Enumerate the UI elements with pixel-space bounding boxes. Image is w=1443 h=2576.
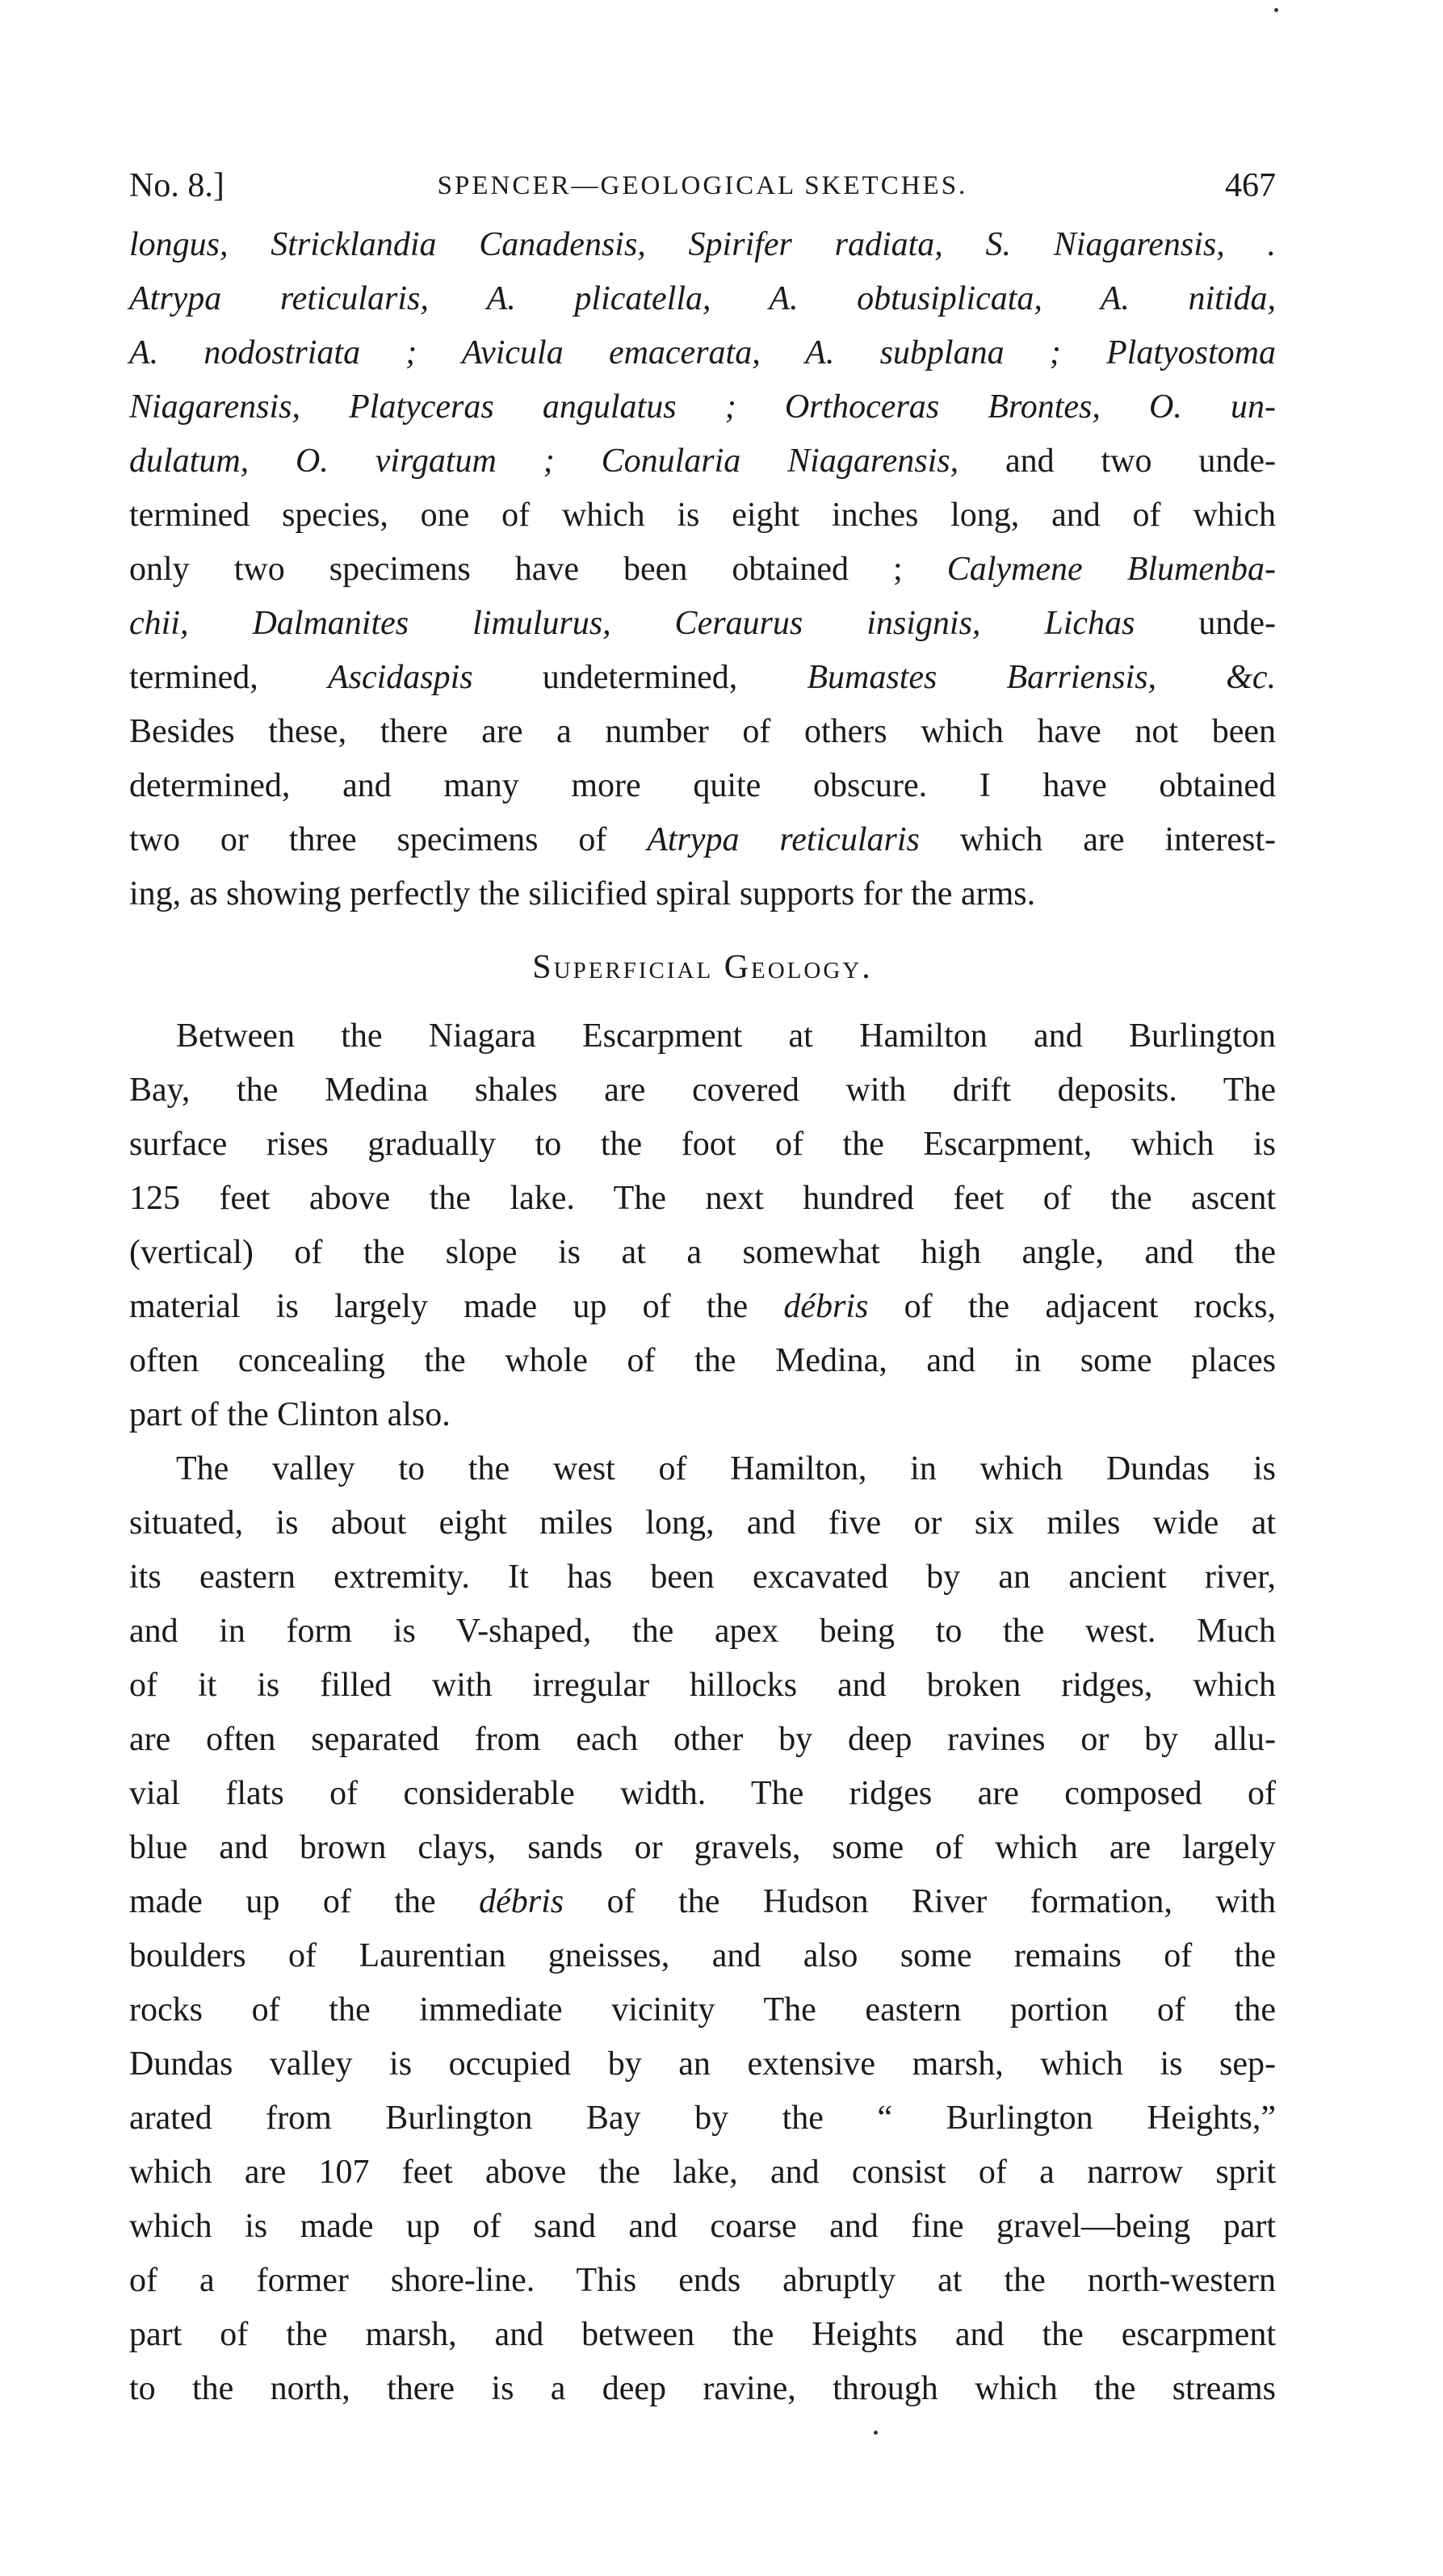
text-run: which are interest- xyxy=(919,821,1276,858)
text-run: ing, as showing perfectly the silicified spiral supports for the arms. xyxy=(129,875,1036,913)
text-run: often concealing the whole of the Medina, and in some places xyxy=(129,1342,1276,1379)
text-run: unde- xyxy=(1135,605,1277,642)
text-run: determined, and many more quite obscure. I have obtained xyxy=(129,767,1276,804)
paragraph-dundas-valley xyxy=(129,1442,1276,2416)
text-line xyxy=(129,380,1276,434)
running-header xyxy=(129,162,1276,218)
text-line xyxy=(129,1334,1276,1388)
text-run: its eastern extremity. It has been excavated by an ancient river, xyxy=(129,1559,1276,1596)
text-line xyxy=(129,1118,1276,1172)
text-run: part of the marsh, and between the Heights and the escarpment xyxy=(129,2316,1276,2353)
text-run: of it is filled with irregular hillocks and broken ridges, which xyxy=(129,1667,1276,1704)
text-line xyxy=(129,2200,1276,2254)
issue-number: No. 8.] xyxy=(129,167,224,204)
italic-text: Calymene Blumenba- xyxy=(946,551,1276,588)
page-number: 467 xyxy=(1225,167,1276,204)
text-line xyxy=(129,1929,1276,1983)
text-line xyxy=(129,2362,1276,2416)
text-line xyxy=(129,1064,1276,1118)
text-run: arated from Burlington Bay by the “ Burlington Heights,” xyxy=(129,2100,1276,2137)
section-heading: Superficial Geology. xyxy=(532,949,873,986)
text-line xyxy=(129,2308,1276,2362)
text-line xyxy=(129,1172,1276,1226)
text-line xyxy=(129,1605,1276,1659)
italic-text: Bumastes Barriensis, &c. xyxy=(807,659,1277,696)
paragraph-escarpment xyxy=(129,1009,1276,1442)
text-line xyxy=(129,218,1276,272)
text-run: of the Hudson River formation, with xyxy=(564,1883,1277,1920)
text-run: and in form is V-shaped, the apex being to the west. Much xyxy=(129,1613,1276,1650)
text-run: (vertical) of the slope is at a somewhat high angle, and the xyxy=(129,1234,1276,1271)
text-run: Bay, the Medina shales are covered with drift deposits. The xyxy=(129,1072,1276,1109)
document-page xyxy=(129,162,1276,2416)
text-line xyxy=(129,543,1276,597)
text-run: to the north, there is a deep ravine, through which the streams xyxy=(129,2370,1276,2407)
text-run: Between the Niagara Escarpment at Hamilton and Burlington xyxy=(176,1017,1276,1055)
text-run: are often separated from each other by deep ravines or by allu- xyxy=(129,1721,1276,1758)
text-run: rocks of the immediate vicinity The eastern portion of the xyxy=(129,1991,1276,2028)
paragraph-fossil-list xyxy=(129,218,1276,921)
italic-text: Atrypa reticularis xyxy=(647,821,920,858)
text-run: boulders of Laurentian gneisses, and also some remains of the xyxy=(129,1937,1276,1974)
text-line xyxy=(129,1442,1276,1496)
text-run: only two specimens have been obtained ; xyxy=(129,551,947,588)
text-run: part of the Clinton also. xyxy=(129,1396,451,1433)
text-line xyxy=(129,1388,1276,1442)
text-run: surface rises gradually to the foot of the Escarpment, which is xyxy=(129,1126,1276,1163)
italic-text: Ascidaspis xyxy=(327,659,473,696)
text-run: which are 107 feet above the lake, and consist of a narrow sprit xyxy=(129,2154,1276,2191)
italic-text: débris xyxy=(479,1883,564,1920)
text-line xyxy=(129,272,1276,326)
text-line xyxy=(129,326,1276,380)
text-line xyxy=(129,1767,1276,1821)
text-line xyxy=(129,1009,1276,1064)
text-line xyxy=(129,651,1276,705)
text-line xyxy=(129,1550,1276,1605)
text-run: made up of the xyxy=(129,1883,480,1920)
text-run: of the adjacent rocks, xyxy=(868,1288,1276,1325)
italic-text: Atrypa reticularis, A. plicatella, A. obtusiplicata, A. nitida, xyxy=(129,280,1276,317)
paper-speck xyxy=(874,2431,878,2435)
text-run: and two unde- xyxy=(959,443,1276,480)
text-line xyxy=(129,1659,1276,1713)
text-line xyxy=(129,1280,1276,1334)
text-line xyxy=(129,1226,1276,1280)
text-run: of a former shore-line. This ends abruptly at the north-western xyxy=(129,2262,1276,2299)
text-run: material is largely made up of the xyxy=(129,1288,784,1325)
text-line xyxy=(129,597,1276,651)
paper-speck xyxy=(1274,8,1278,12)
italic-text: longus, Strickland xyxy=(129,226,410,263)
text-run: termined, xyxy=(129,659,328,696)
text-line xyxy=(129,1496,1276,1550)
text-line xyxy=(129,705,1276,759)
text-line xyxy=(129,2037,1276,2091)
italic-text: Niagarensis, Platyceras angulatus ; Orthoceras Brontes, O. un- xyxy=(129,388,1276,426)
italic-text: dulatum, O. virgatum ; Conularia Niagarensis, xyxy=(129,443,959,480)
text-line xyxy=(129,759,1276,813)
text-run: 125 feet above the lake. The next hundred feet of the ascent xyxy=(129,1180,1276,1217)
text-line xyxy=(129,489,1276,543)
text-line xyxy=(129,813,1276,867)
italic-text: ia Canadensis, Spirifer radiata, S. Niagarensis, . xyxy=(409,226,1276,263)
italic-text: chii, Dalmanites limulurus, Ceraurus insignis, Lichas xyxy=(129,605,1135,642)
text-line xyxy=(129,2254,1276,2308)
italic-text: débris xyxy=(783,1288,869,1325)
text-line xyxy=(129,867,1276,921)
text-run: situated, is about eight miles long, and five or six miles wide at xyxy=(129,1504,1276,1542)
text-run: Dundas valley is occupied by an extensive marsh, which is sep- xyxy=(129,2045,1276,2083)
text-run: Besides these, there are a number of others which have not been xyxy=(129,713,1276,750)
text-run: vial flats of considerable width. The ridges are composed of xyxy=(129,1775,1276,1812)
running-title: SPENCER—GEOLOGICAL SKETCHES. xyxy=(437,171,968,200)
text-line xyxy=(129,1821,1276,1875)
text-line xyxy=(129,1713,1276,1767)
text-run: undetermined, xyxy=(472,659,807,696)
text-line xyxy=(129,1875,1276,1929)
text-line xyxy=(129,1983,1276,2037)
text-run: termined species, one of which is eight inches long, and of which xyxy=(129,497,1276,534)
text-line xyxy=(129,2091,1276,2146)
text-line xyxy=(129,2146,1276,2200)
text-run: The valley to the west of Hamilton, in which Dundas is xyxy=(176,1450,1276,1487)
text-line xyxy=(129,434,1276,489)
text-run: two or three specimens of xyxy=(129,821,648,858)
text-run: which is made up of sand and coarse and fine gravel—being part xyxy=(129,2208,1276,2245)
italic-text: A. nodostriata ; Avicula emacerata, A. subplana ; Platyostoma xyxy=(129,334,1276,371)
text-run: blue and brown clays, sands or gravels, some of which are largely xyxy=(129,1829,1276,1866)
